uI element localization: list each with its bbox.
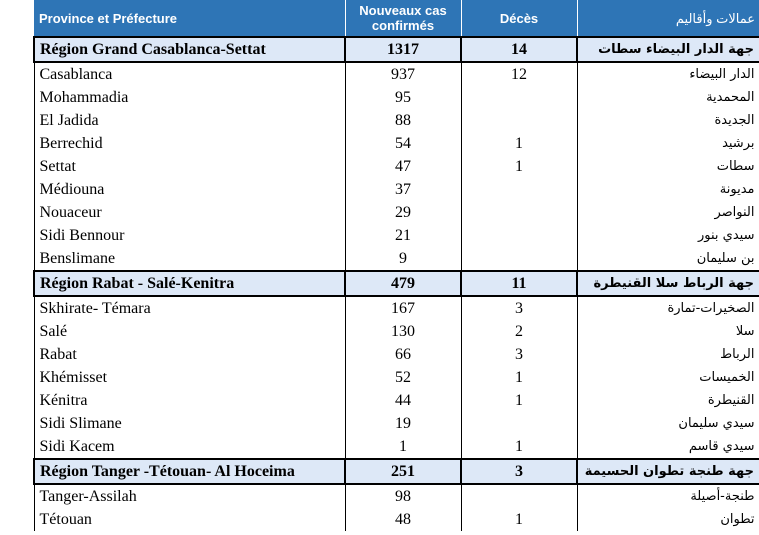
new-cases-cell: 54: [345, 132, 461, 155]
new-cases-cell: 1: [345, 435, 461, 459]
deaths-cell: [461, 247, 577, 271]
deaths-cell: 1: [461, 155, 577, 178]
deaths-cell: [461, 224, 577, 247]
header-deaths: Décès: [461, 0, 577, 37]
province-name-cell: Sidi Slimane: [34, 412, 345, 435]
table-row: [34, 178, 759, 201]
table-row: [34, 109, 759, 132]
arabic-name-cell: بن سليمان: [577, 247, 759, 271]
table-body: [34, 37, 759, 531]
new-cases-cell: 9: [345, 247, 461, 271]
arabic-name-cell: النواصر: [577, 201, 759, 224]
region-row: [34, 37, 759, 62]
table-row: [34, 508, 759, 531]
new-cases-cell: 88: [345, 109, 461, 132]
province-name-cell: Casablanca: [34, 62, 345, 86]
arabic-name-cell: سيدي قاسم: [577, 435, 759, 459]
deaths-cell: 3: [461, 343, 577, 366]
table-row: [34, 224, 759, 247]
new-cases-cell: 1317: [345, 37, 461, 62]
deaths-cell: 1: [461, 508, 577, 531]
province-name-cell: Tétouan: [34, 508, 345, 531]
new-cases-cell: 48: [345, 508, 461, 531]
table-header: [34, 0, 759, 37]
arabic-name-cell: الدار البيضاء: [577, 62, 759, 86]
table-row: [34, 366, 759, 389]
table-row: [34, 389, 759, 412]
table-row: [34, 343, 759, 366]
new-cases-cell: 95: [345, 86, 461, 109]
deaths-cell: [461, 109, 577, 132]
deaths-cell: [461, 201, 577, 224]
header-new-cases-line1: Nouveaux cas: [359, 3, 447, 18]
arabic-name-cell: الجديدة: [577, 109, 759, 132]
arabic-name-cell: طنجة-أصيلة: [577, 484, 759, 508]
arabic-name-cell: مديونة: [577, 178, 759, 201]
province-name-cell: Berrechid: [34, 132, 345, 155]
arabic-name-cell: الرباط: [577, 343, 759, 366]
province-name-cell: Khémisset: [34, 366, 345, 389]
arabic-name-cell: القنيطرة: [577, 389, 759, 412]
new-cases-cell: 44: [345, 389, 461, 412]
province-name-cell: Skhirate- Témara: [34, 296, 345, 320]
province-name-cell: Sidi Kacem: [34, 435, 345, 459]
table-row: [34, 62, 759, 86]
deaths-cell: 1: [461, 435, 577, 459]
arabic-name-cell: تطوان: [577, 508, 759, 531]
header-new-cases-line2: confirmés: [371, 18, 435, 33]
province-name-cell: Rabat: [34, 343, 345, 366]
deaths-cell: [461, 412, 577, 435]
province-name-cell: Benslimane: [34, 247, 345, 271]
new-cases-cell: 37: [345, 178, 461, 201]
table-row: [34, 412, 759, 435]
region-name-cell: Région Rabat - Salé-Kenitra: [34, 271, 345, 296]
deaths-cell: [461, 484, 577, 508]
table-row: [34, 86, 759, 109]
new-cases-cell: 47: [345, 155, 461, 178]
new-cases-cell: 130: [345, 320, 461, 343]
deaths-cell: 3: [461, 296, 577, 320]
arabic-name-cell: جهة الرباط سلا القنيطرة: [577, 271, 759, 296]
deaths-cell: 1: [461, 132, 577, 155]
deaths-cell: 1: [461, 389, 577, 412]
region-row: [34, 271, 759, 296]
arabic-name-cell: جهة الدار البيضاء سطات: [577, 37, 759, 62]
deaths-cell: 12: [461, 62, 577, 86]
deaths-cell: 11: [461, 271, 577, 296]
region-name-cell: Région Grand Casablanca-Settat: [34, 37, 345, 62]
province-name-cell: Kénitra: [34, 389, 345, 412]
new-cases-cell: 19: [345, 412, 461, 435]
province-name-cell: Sidi Bennour: [34, 224, 345, 247]
province-name-cell: Mohammadia: [34, 86, 345, 109]
deaths-cell: 2: [461, 320, 577, 343]
region-name-cell: Région Tanger -Tétouan- Al Hoceima: [34, 459, 345, 484]
table-row: [34, 132, 759, 155]
arabic-name-cell: الصخيرات-تمارة: [577, 296, 759, 320]
table-row: [34, 484, 759, 508]
arabic-name-cell: المحمدية: [577, 86, 759, 109]
province-name-cell: Médiouna: [34, 178, 345, 201]
table-row: [34, 247, 759, 271]
arabic-name-cell: جهة طنجة تطوان الحسيمة: [577, 459, 759, 484]
table-row: [34, 201, 759, 224]
arabic-name-cell: سلا: [577, 320, 759, 343]
covid-cases-table: [33, 0, 759, 531]
new-cases-cell: 251: [345, 459, 461, 484]
new-cases-cell: 167: [345, 296, 461, 320]
new-cases-cell: 66: [345, 343, 461, 366]
arabic-name-cell: سيدي بنور: [577, 224, 759, 247]
new-cases-cell: 52: [345, 366, 461, 389]
deaths-cell: [461, 178, 577, 201]
province-name-cell: Settat: [34, 155, 345, 178]
region-row: [34, 459, 759, 484]
province-name-cell: Salé: [34, 320, 345, 343]
new-cases-cell: 98: [345, 484, 461, 508]
arabic-name-cell: الخميسات: [577, 366, 759, 389]
header-arabic: عمالات وأقاليم: [577, 0, 759, 37]
table-row: [34, 435, 759, 459]
new-cases-cell: 21: [345, 224, 461, 247]
province-name-cell: El Jadida: [34, 109, 345, 132]
province-name-cell: Tanger-Assilah: [34, 484, 345, 508]
deaths-cell: 1: [461, 366, 577, 389]
deaths-cell: [461, 86, 577, 109]
header-new-cases: [345, 0, 461, 37]
table-row: [34, 320, 759, 343]
new-cases-cell: 937: [345, 62, 461, 86]
header-province: Province et Préfecture: [34, 0, 345, 37]
table-row: [34, 155, 759, 178]
arabic-name-cell: برشيد: [577, 132, 759, 155]
new-cases-cell: 29: [345, 201, 461, 224]
arabic-name-cell: سيدي سليمان: [577, 412, 759, 435]
province-name-cell: Nouaceur: [34, 201, 345, 224]
new-cases-cell: 479: [345, 271, 461, 296]
deaths-cell: 14: [461, 37, 577, 62]
deaths-cell: 3: [461, 459, 577, 484]
arabic-name-cell: سطات: [577, 155, 759, 178]
table-row: [34, 296, 759, 320]
